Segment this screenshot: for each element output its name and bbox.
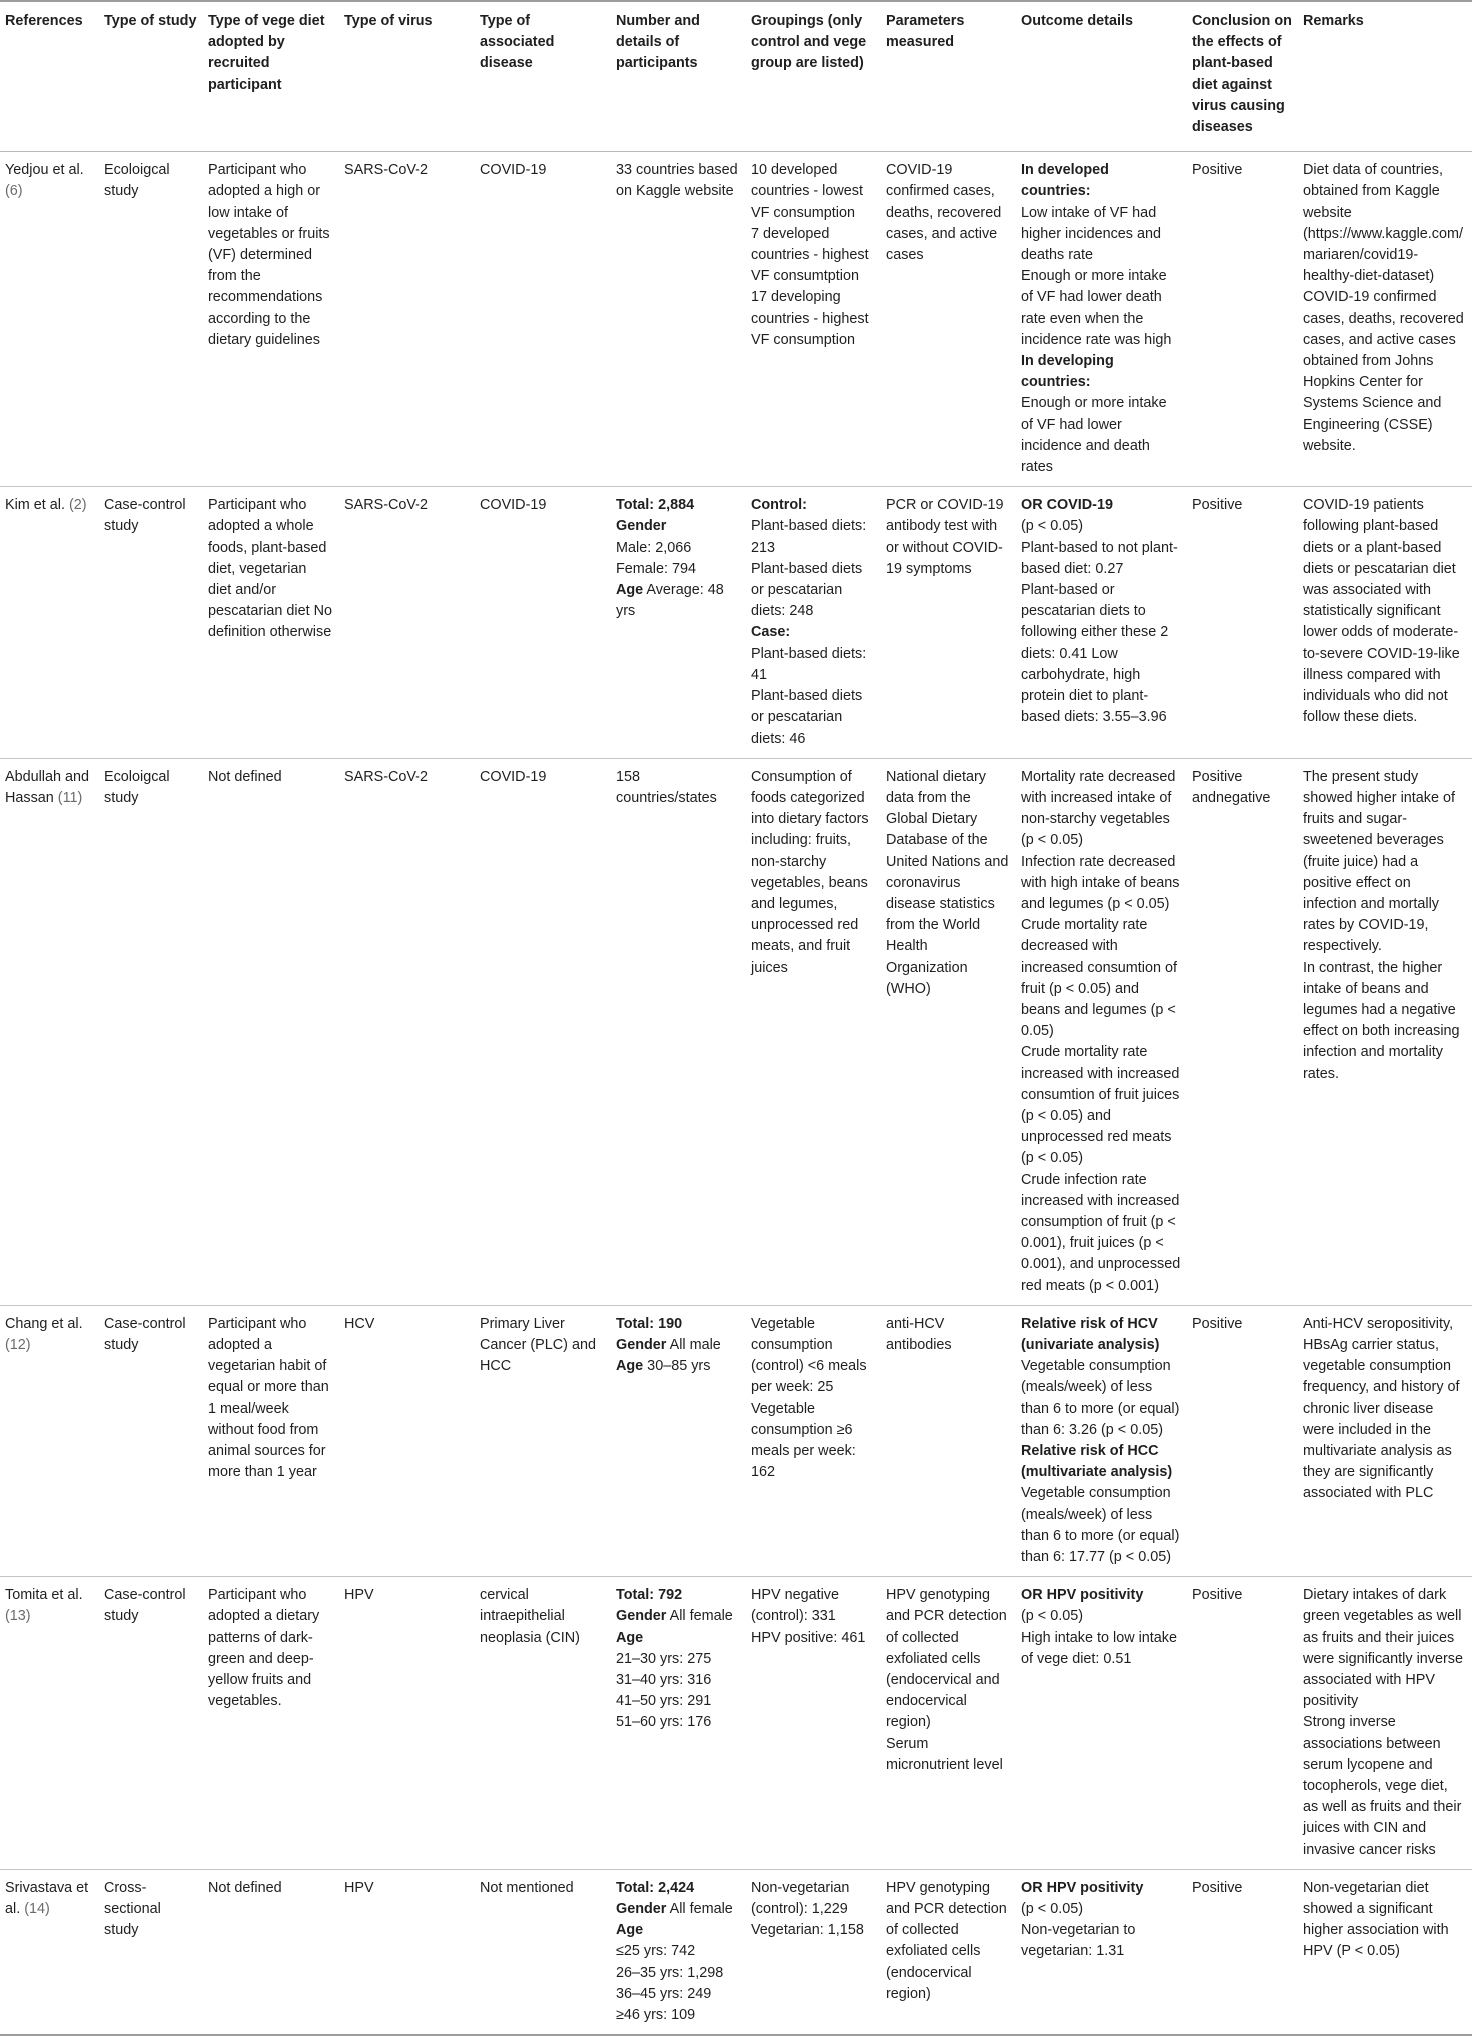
participants-text: ≥46 yrs: 109 xyxy=(616,2007,696,2024)
table-body xyxy=(0,152,1472,2036)
groupings-cell xyxy=(746,1577,881,1870)
remarks-text: Diet data of countries, obtained from Kaggle website (https://www.kaggle.com/mariaren/covid19-healthy-diet-dataset) xyxy=(1303,162,1463,285)
study-type-cell: Case-control study xyxy=(104,1587,186,1625)
header-row xyxy=(0,1,1472,152)
participants-text: Male: 2,066 xyxy=(616,539,692,556)
outcome-line xyxy=(1021,495,1181,516)
outcome-line xyxy=(1021,203,1181,267)
outcome-line xyxy=(1021,1356,1181,1441)
groupings-line xyxy=(751,1920,875,1941)
groupings-text: Vegetable consumption ≥6 meals per week: 162 xyxy=(751,1400,856,1481)
groupings-text: 7 developed countries - highest VF consumtption xyxy=(751,225,869,285)
reference-name: Abdullah and Hassan xyxy=(5,768,90,806)
conclusion-cell: Positive xyxy=(1192,162,1243,179)
virus-cell: SARS-CoV-2 xyxy=(344,497,428,514)
parameters-line xyxy=(886,1734,1010,1776)
reference-name: Kim et al. xyxy=(5,497,65,514)
virus-cell: HPV xyxy=(344,1879,374,1896)
participants-line xyxy=(616,1899,740,1920)
disease-cell: Primary Liver Cancer (PLC) and HCC xyxy=(480,1315,596,1375)
outcome-cell xyxy=(1016,1305,1187,1576)
remarks-text: Strong inverse associations between serum lycopene and tocopherols, vege diet, as well as fruits and their juices with CIN and invasive cancer risks xyxy=(1303,1714,1462,1858)
table-row xyxy=(0,152,1472,487)
participants-label: Total: 792 xyxy=(616,1587,683,1604)
participants-text: 33 countries based on Kaggle website xyxy=(616,162,738,200)
outcome-line xyxy=(1021,393,1181,478)
participants-text: 26–35 yrs: 1,298 xyxy=(616,1964,724,1981)
participants-line xyxy=(616,1712,740,1733)
groupings-text: Consumption of foods categorized into dietary factors including: fruits, non-starchy vegetables, beans and legumes, unprocessed red meats, and fruit juices xyxy=(751,768,869,976)
disease-cell: cervical intraepithelial neoplasia (CIN) xyxy=(480,1587,580,1646)
reference-citation: (11) xyxy=(57,789,83,806)
participants-text: All female xyxy=(666,1608,733,1625)
header-participants: Number and details of participants xyxy=(616,13,700,72)
outcome-text: Low intake of VF had higher incidences and deaths rate xyxy=(1021,204,1162,264)
participants-text: All female xyxy=(666,1901,733,1918)
groupings-text: HPV positive: 461 xyxy=(751,1629,866,1646)
outcome-line xyxy=(1021,351,1181,393)
outcome-line xyxy=(1021,1170,1181,1297)
remarks-cell xyxy=(1298,1869,1472,2035)
outcome-line xyxy=(1021,1042,1181,1169)
header-parameters: Parameters measured xyxy=(886,13,965,51)
outcome-label: Relative risk of HCC (multivariate analysis) xyxy=(1021,1443,1173,1481)
remarks-cell xyxy=(1298,487,1472,758)
parameters-line xyxy=(886,1878,1010,2005)
parameters-cell xyxy=(881,487,1016,758)
diet-cell: Participant who adopted a high or low intake of vegetables or fruits (VF) determined from the recommendations according to the dietary guidelines xyxy=(208,162,330,348)
groupings-line xyxy=(751,1399,875,1484)
outcome-line xyxy=(1021,1585,1181,1606)
outcome-line xyxy=(1021,160,1181,202)
outcome-line xyxy=(1021,1878,1181,1899)
participants-line xyxy=(616,495,740,516)
outcome-text: Vegetable consumption (meals/week) of less than 6 to more (or equal) than 6: 3.26 (p < 0.05) xyxy=(1021,1358,1180,1438)
outcome-label: OR HPV positivity xyxy=(1021,1879,1144,1896)
groupings-cell xyxy=(746,487,881,758)
participants-label: Total: 2,424 xyxy=(616,1879,695,1896)
participants-label: Gender xyxy=(616,1608,667,1625)
table-row xyxy=(0,1869,1472,2035)
groupings-line xyxy=(751,1628,875,1649)
participants-line xyxy=(616,767,740,809)
remarks-line xyxy=(1303,495,1466,728)
outcome-line xyxy=(1021,1483,1181,1568)
groupings-line xyxy=(751,287,875,351)
disease-cell: COVID-19 xyxy=(480,768,547,785)
participants-label: Age xyxy=(616,582,644,599)
outcome-cell xyxy=(1016,758,1187,1305)
groupings-label: Control: xyxy=(751,497,807,514)
groupings-cell xyxy=(746,1869,881,2035)
remarks-line xyxy=(1303,1585,1466,1712)
header-virus-type: Type of virus xyxy=(344,13,433,29)
groupings-line xyxy=(751,559,875,623)
parameters-cell xyxy=(881,758,1016,1305)
groupings-line xyxy=(751,224,875,288)
participants-line xyxy=(616,1649,740,1670)
remarks-cell xyxy=(1298,1577,1472,1870)
reference-cell xyxy=(0,152,99,487)
reference-cell xyxy=(0,1869,99,2035)
virus-cell: SARS-CoV-2 xyxy=(344,768,428,785)
participants-text: ≤25 yrs: 742 xyxy=(616,1943,696,1960)
outcome-text: (p < 0.05) xyxy=(1021,1901,1083,1918)
groupings-cell xyxy=(746,152,881,487)
participants-label: Total: 2,884 xyxy=(616,497,695,514)
participants-cell xyxy=(611,758,746,1305)
outcome-line xyxy=(1021,767,1181,852)
participants-line xyxy=(616,1606,740,1627)
outcome-text: Crude infection rate increased with increased consumption of fruit (p < 0.001), fruit juices (p < 0.001), and unprocessed red meats (p < 0.001) xyxy=(1021,1171,1181,1294)
parameters-text: HPV genotyping and PCR detection of collected exfoliated cells (endocervical region) xyxy=(886,1879,1007,2002)
reference-citation: (14) xyxy=(24,1901,50,1918)
participants-text: 36–45 yrs: 249 xyxy=(616,1985,712,2002)
table-row xyxy=(0,1577,1472,1870)
groupings-text: Plant-based diets or pescatarian diets: 46 xyxy=(751,688,863,747)
outcome-line xyxy=(1021,516,1181,537)
participants-cell xyxy=(611,1305,746,1576)
outcome-line xyxy=(1021,915,1181,1042)
outcome-label: OR COVID-19 xyxy=(1021,497,1113,514)
participants-text: Female: 794 xyxy=(616,560,696,577)
participants-text: 158 countries/states xyxy=(616,768,717,806)
header-diet-type: Type of vege diet adopted by recruited participant xyxy=(208,13,325,93)
participants-label: Age xyxy=(616,1629,644,1646)
outcome-cell xyxy=(1016,1869,1187,2035)
participants-text: 31–40 yrs: 316 xyxy=(616,1672,712,1689)
header-remarks: Remarks xyxy=(1303,13,1364,29)
outcome-label: In developed countries: xyxy=(1021,162,1109,200)
parameters-text: Serum micronutrient level xyxy=(886,1735,1003,1773)
outcome-line xyxy=(1021,1920,1181,1962)
header-groupings: Groupings (only control and vege group are listed) xyxy=(751,13,867,72)
participants-line xyxy=(616,1628,740,1649)
header-associated-disease: Type of associated disease xyxy=(480,13,555,72)
parameters-line xyxy=(886,1314,1010,1356)
remarks-text: Dietary intakes of dark green vegetables as well as fruits and their juices were significantly inverse associated with HPV positivity xyxy=(1303,1587,1463,1710)
remarks-line xyxy=(1303,160,1466,287)
table-row xyxy=(0,487,1472,758)
outcome-text: Non-vegetarian to vegetarian: 1.31 xyxy=(1021,1922,1136,1960)
groupings-line xyxy=(751,644,875,686)
participants-line xyxy=(616,1356,740,1377)
groupings-cell xyxy=(746,1305,881,1576)
participants-line xyxy=(616,516,740,537)
remarks-text: COVID-19 confirmed cases, deaths, recovered cases, and active cases obtained from Johns Hopkins Center for Systems Science and Engineering (CSSE) website. xyxy=(1303,289,1464,454)
participants-line xyxy=(616,160,740,202)
outcome-text: Enough or more intake of VF had lower incidence and death rates xyxy=(1021,395,1167,476)
parameters-text: National dietary data from the Global Dietary Database of the United Nations and coronavirus disease statistics from the World Health Organization (WHO) xyxy=(886,768,1009,997)
outcome-text: Plant-based to not plant-based diet: 0.27 xyxy=(1021,539,1178,577)
outcome-line xyxy=(1021,1314,1181,1356)
reference-name: Yedjou et al. xyxy=(5,162,84,179)
groupings-line xyxy=(751,495,875,516)
groupings-text: Non-vegetarian (control): 1,229 xyxy=(751,1879,850,1918)
outcome-text: Crude mortality rate decreased with increased consumtion of fruit (p < 0.05) and beans and legumes (p < 0.05) xyxy=(1021,917,1177,1040)
outcome-label: In developing countries: xyxy=(1021,353,1114,391)
participants-line xyxy=(616,1335,740,1356)
groupings-text: 10 developed countries - lowest VF consumption xyxy=(751,162,863,221)
outcome-line xyxy=(1021,1899,1181,1920)
outcome-line xyxy=(1021,580,1181,728)
header-references: References xyxy=(5,13,83,29)
outcome-line xyxy=(1021,538,1181,580)
outcome-line xyxy=(1021,1606,1181,1627)
groupings-line xyxy=(751,1314,875,1399)
outcome-text: Crude mortality rate increased with increased consumtion of fruit juices (p < 0.05) and unprocessed red meats (p < 0.05) xyxy=(1021,1044,1180,1167)
participants-line xyxy=(616,1963,740,1984)
header-type-of-study: Type of study xyxy=(104,13,197,29)
outcome-text: (p < 0.05) xyxy=(1021,1608,1083,1625)
participants-label: Age xyxy=(616,1358,644,1375)
parameters-text: PCR or COVID-19 antibody test with or without COVID-19 symptoms xyxy=(886,497,1004,577)
outcome-label: OR HPV positivity xyxy=(1021,1587,1144,1604)
participants-line xyxy=(616,1920,740,1941)
header-outcome: Outcome details xyxy=(1021,13,1133,29)
outcome-text: Enough or more intake of VF had lower death rate even when the incidence rate was high xyxy=(1021,268,1172,348)
groupings-line xyxy=(751,1585,875,1627)
table-row xyxy=(0,758,1472,1305)
groupings-text: Vegetarian: 1,158 xyxy=(751,1922,864,1939)
outcome-cell xyxy=(1016,152,1187,487)
parameters-line xyxy=(886,767,1010,1000)
participants-text: 51–60 yrs: 176 xyxy=(616,1714,712,1731)
disease-cell: Not mentioned xyxy=(480,1879,574,1896)
outcome-cell xyxy=(1016,1577,1187,1870)
reference-name: Srivastava et al. xyxy=(5,1879,89,1918)
participants-text: 30–85 yrs xyxy=(643,1358,711,1375)
outcome-text: (p < 0.05) xyxy=(1021,518,1083,535)
parameters-text: HPV genotyping and PCR detection of collected exfoliated cells (endocervical and endocervical region) xyxy=(886,1587,1007,1731)
reference-cell xyxy=(0,487,99,758)
conclusion-cell: Positive andnegative xyxy=(1192,768,1271,806)
outcome-text: Vegetable consumption (meals/week) of less than 6 to more (or equal) than 6: 17.77 (p < 0.05) xyxy=(1021,1485,1180,1566)
diet-cell: Participant who adopted a vegetarian habit of equal or more than 1 meal/week without food from animal sources for more than 1 year xyxy=(208,1315,329,1481)
parameters-cell xyxy=(881,1577,1016,1870)
study-type-cell: Case-control study xyxy=(104,497,186,535)
participants-line xyxy=(616,538,740,559)
participants-label: Gender xyxy=(616,518,667,535)
study-type-cell: Cross-sectional study xyxy=(104,1879,161,1939)
groupings-text: 17 developing countries - highest VF consumption xyxy=(751,289,869,348)
outcome-line xyxy=(1021,1628,1181,1670)
virus-cell: HCV xyxy=(344,1315,375,1332)
diet-cell: Participant who adopted a dietary patterns of dark-green and deep-yellow fruits and vegetables. xyxy=(208,1587,320,1710)
parameters-cell xyxy=(881,1869,1016,2035)
reference-name: Chang et al. xyxy=(5,1315,83,1332)
outcome-label: Relative risk of HCV (univariate analysis) xyxy=(1021,1315,1160,1353)
groupings-line xyxy=(751,160,875,224)
remarks-line xyxy=(1303,958,1466,1085)
outcome-line xyxy=(1021,266,1181,351)
groupings-label: Case: xyxy=(751,624,791,641)
participants-line xyxy=(616,1314,740,1335)
groupings-line xyxy=(751,767,875,979)
parameters-cell xyxy=(881,152,1016,487)
groupings-text: HPV negative (control): 331 xyxy=(751,1587,839,1625)
remarks-cell xyxy=(1298,758,1472,1305)
diet-cell: Participant who adopted a whole foods, plant-based diet, vegetarian diet and/or pescatarian diet No definition otherwise xyxy=(208,497,332,641)
parameters-cell xyxy=(881,1305,1016,1576)
outcome-text: High intake to low intake of vege diet: 0.51 xyxy=(1021,1629,1177,1667)
header-conclusion: Conclusion on the effects of plant-based diet against virus causing diseases xyxy=(1192,13,1292,136)
disease-cell: COVID-19 xyxy=(480,497,547,514)
remarks-line xyxy=(1303,1314,1466,1505)
participants-line xyxy=(616,1878,740,1899)
diet-cell: Not defined xyxy=(208,1879,282,1896)
parameters-text: anti-HCV antibodies xyxy=(886,1315,952,1353)
parameters-line xyxy=(886,160,1010,266)
reference-name: Tomita et al. xyxy=(5,1587,83,1604)
groupings-line xyxy=(751,686,875,750)
participants-text: All male xyxy=(666,1336,721,1353)
outcome-text: Plant-based or pescatarian diets to following either these 2 diets: 0.41 Low carbohydrate, high protein diet to plant-based diets: 3.55–3.96 xyxy=(1021,582,1169,726)
participants-line xyxy=(616,1941,740,1962)
remarks-line xyxy=(1303,767,1466,958)
groupings-line xyxy=(751,516,875,558)
participants-line xyxy=(616,559,740,580)
groupings-text: Plant-based diets: 213 xyxy=(751,518,867,556)
reference-citation: (13) xyxy=(5,1608,31,1625)
disease-cell: COVID-19 xyxy=(480,162,547,179)
participants-label: Gender xyxy=(616,1901,667,1918)
remarks-text: COVID-19 patients following plant-based diets or a plant-based diets or pescatarian diet was associated with statistically significant lower odds of moderate-to-severe COVID-19-like illness compared with individuals who did not follow these diets. xyxy=(1303,497,1460,726)
conclusion-cell: Positive xyxy=(1192,1315,1243,1332)
reference-citation: (12) xyxy=(5,1336,31,1353)
outcome-line xyxy=(1021,852,1181,916)
remarks-text: The present study showed higher intake of fruits and sugar-sweetened beverages (fruite juice) had a positive effect on infection and mortally rates by COVID-19, respectively. xyxy=(1303,768,1456,955)
diet-cell: Not defined xyxy=(208,768,282,785)
groupings-text: Plant-based diets: 41 xyxy=(751,645,867,683)
outcome-cell xyxy=(1016,487,1187,758)
participants-cell xyxy=(611,152,746,487)
participants-line xyxy=(616,1670,740,1691)
participants-text: 21–30 yrs: 275 xyxy=(616,1650,712,1667)
participants-cell xyxy=(611,1869,746,2035)
groupings-cell xyxy=(746,758,881,1305)
reference-citation: (6) xyxy=(5,183,23,200)
groupings-text: Vegetable consumption (control) <6 meals per week: 25 xyxy=(751,1315,867,1396)
participants-label: Total: 190 xyxy=(616,1315,683,1332)
parameters-line xyxy=(886,495,1010,580)
parameters-text: COVID-19 confirmed cases, deaths, recovered cases, and active cases xyxy=(886,162,1002,264)
study-type-cell: Case-control study xyxy=(104,1315,186,1353)
participants-cell xyxy=(611,487,746,758)
remarks-line xyxy=(1303,1878,1466,1963)
remarks-text: Non-vegetarian diet showed a significant higher association with HPV (P < 0.05) xyxy=(1303,1879,1449,1960)
remarks-cell xyxy=(1298,1305,1472,1576)
reference-cell xyxy=(0,1577,99,1870)
virus-cell: HPV xyxy=(344,1587,374,1604)
parameters-line xyxy=(886,1585,1010,1733)
conclusion-cell: Positive xyxy=(1192,1587,1243,1604)
conclusion-cell: Positive xyxy=(1192,497,1243,514)
reference-cell xyxy=(0,758,99,1305)
table-row xyxy=(0,1305,1472,1576)
virus-cell: SARS-CoV-2 xyxy=(344,162,428,179)
participants-text: 41–50 yrs: 291 xyxy=(616,1693,712,1710)
outcome-line xyxy=(1021,1441,1181,1483)
participants-label: Age xyxy=(616,1922,644,1939)
outcome-text: Mortality rate decreased with increased intake of non-starchy vegetables (p < 0.05) xyxy=(1021,768,1176,849)
study-type-cell: Ecoloigcal study xyxy=(104,162,170,200)
participants-cell xyxy=(611,1577,746,1870)
remarks-text: Anti-HCV seropositivity, HBsAg carrier status, vegetable consumption frequency, and history of chronic liver disease were included in the multivariate analysis as they are significantly associated with PLC xyxy=(1303,1315,1460,1502)
participants-label: Gender xyxy=(616,1336,667,1353)
participants-line xyxy=(616,1984,740,2005)
study-type-cell: Ecoloigcal study xyxy=(104,768,170,806)
participants-line xyxy=(616,580,740,622)
groupings-line xyxy=(751,1878,875,1920)
participants-line xyxy=(616,2005,740,2026)
reference-citation: (2) xyxy=(68,497,87,514)
outcome-text: Infection rate decreased with high intake of beans and legumes (p < 0.05) xyxy=(1021,853,1180,912)
participants-line xyxy=(616,1585,740,1606)
remarks-text: In contrast, the higher intake of beans and legumes had a negative effect on both increasing infection and mortality rates. xyxy=(1303,959,1460,1082)
conclusion-cell: Positive xyxy=(1192,1879,1243,1896)
remarks-line xyxy=(1303,1712,1466,1860)
reference-cell xyxy=(0,1305,99,1576)
participants-text: Average: 48 yrs xyxy=(616,582,724,620)
groupings-line xyxy=(751,622,875,643)
remarks-cell xyxy=(1298,152,1472,487)
remarks-line xyxy=(1303,287,1466,457)
participants-line xyxy=(616,1691,740,1712)
groupings-text: Plant-based diets or pescatarian diets: 248 xyxy=(751,560,863,620)
